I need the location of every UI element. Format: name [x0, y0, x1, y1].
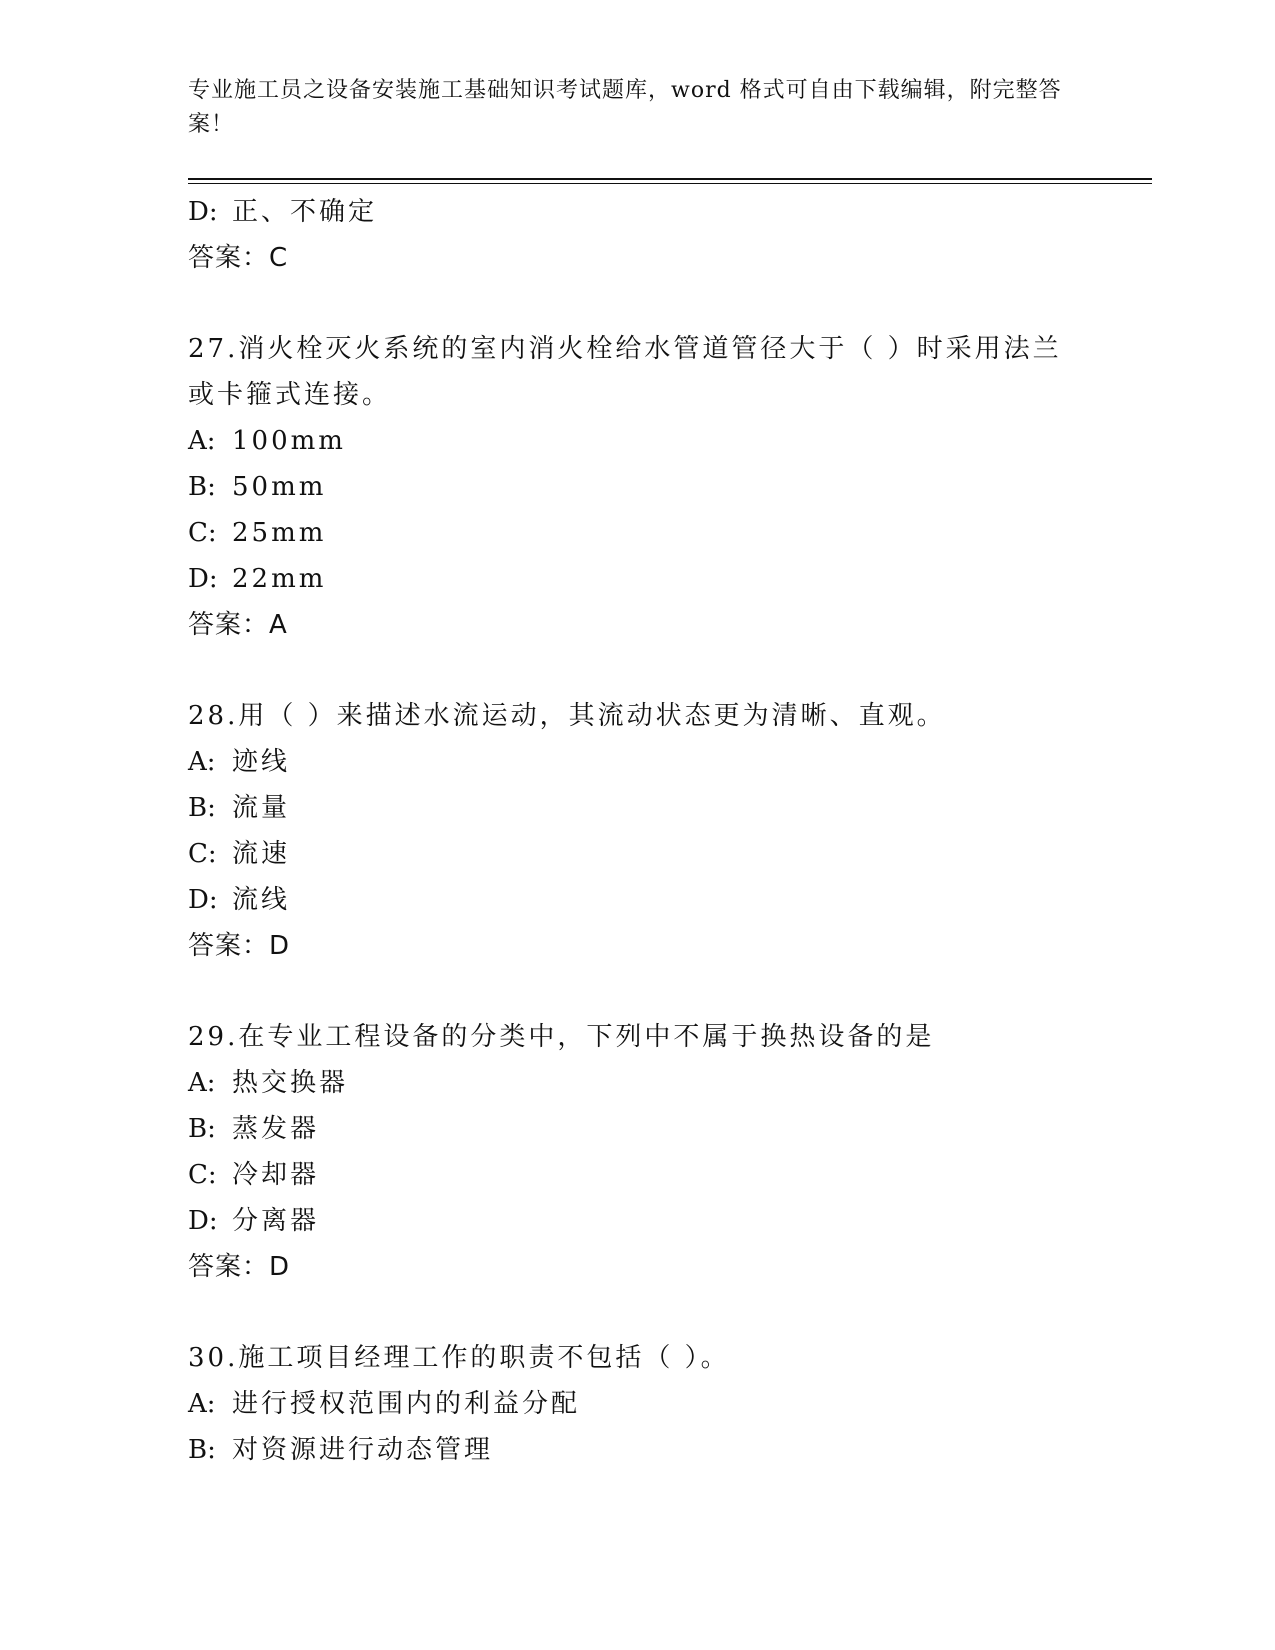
- option-label: D:: [188, 885, 218, 915]
- question-gap: [188, 281, 1088, 326]
- option-a: [188, 1060, 1088, 1106]
- option-text: 50mm: [232, 472, 327, 502]
- option-label: B:: [188, 793, 216, 823]
- question-stem: 28.用（ ）来描述水流运动，其流动状态更为清晰、直观。: [188, 701, 946, 731]
- option-b: [188, 464, 1088, 510]
- option-a: [188, 418, 1088, 464]
- question-stem: 30.施工项目经理工作的职责不包括（ ）。: [188, 1343, 730, 1373]
- option-text: 对资源进行动态管理: [232, 1435, 494, 1465]
- option-label: A:: [188, 1068, 216, 1098]
- option-text: 冷却器: [232, 1160, 320, 1190]
- question-30: [188, 1335, 1088, 1473]
- header-divider: [188, 178, 1152, 180]
- option-label: D:: [188, 1206, 218, 1236]
- option-b: [188, 785, 1088, 831]
- document-header: 专业施工员之设备安装施工基础知识考试题库，word 格式可自由下载编辑，附完整答案！: [188, 78, 1062, 137]
- option-label: C:: [188, 839, 217, 869]
- option-text: 25mm: [232, 518, 327, 548]
- question-27: [188, 326, 1088, 648]
- answer-line: 答案：A: [188, 610, 288, 640]
- answer-line: 答案：D: [188, 931, 291, 961]
- option-text: 热交换器: [232, 1068, 349, 1098]
- option-c: [188, 510, 1088, 556]
- option-text: 流线: [232, 885, 291, 915]
- option-text: 分离器: [232, 1206, 320, 1236]
- option-c: [188, 1152, 1088, 1198]
- option-d: [188, 556, 1088, 602]
- option-label: B:: [188, 472, 216, 502]
- option-d: [188, 1198, 1088, 1244]
- option-a: [188, 739, 1088, 785]
- answer-line: 答案：C: [188, 243, 289, 273]
- option-c: [188, 831, 1088, 877]
- option-label: C:: [188, 1160, 217, 1190]
- question-28: [188, 693, 1088, 969]
- question-gap: [188, 969, 1088, 1014]
- option-d: [188, 877, 1088, 923]
- option-label: B:: [188, 1435, 216, 1465]
- option-text: 流量: [232, 793, 291, 823]
- option-label: B:: [188, 1114, 216, 1144]
- option-label: A:: [188, 426, 216, 456]
- option-text: 进行授权范围内的利益分配: [232, 1389, 581, 1419]
- option-text: 100mm: [232, 426, 346, 456]
- option-text: 流速: [232, 839, 291, 869]
- option-label: C:: [188, 518, 217, 548]
- question-gap: [188, 1290, 1088, 1335]
- option-text: 迹线: [232, 747, 291, 777]
- option-label: D:: [188, 564, 218, 594]
- option-label: A:: [188, 1389, 216, 1419]
- option-b: [188, 1106, 1088, 1152]
- answer-line: 答案：D: [188, 1252, 291, 1282]
- question-gap: [188, 648, 1088, 693]
- question-stem: 29.在专业工程设备的分类中，下列中不属于换热设备的是: [188, 1022, 935, 1052]
- question-stem-continued: 或卡箍式连接。: [188, 380, 392, 410]
- option-b: [188, 1427, 1088, 1473]
- option-text: 正、不确定: [232, 197, 378, 227]
- question-content: [188, 189, 1088, 1473]
- option-label: D:: [188, 197, 218, 227]
- option-label: A:: [188, 747, 216, 777]
- option-text: 22mm: [232, 564, 327, 594]
- option-a: [188, 1381, 1088, 1427]
- question-stem: 27.消火栓灭火系统的室内消火栓给水管道管径大于（ ）时采用法兰: [188, 334, 1062, 364]
- option-d: [188, 189, 1088, 235]
- option-text: 蒸发器: [232, 1114, 320, 1144]
- question-29: [188, 1014, 1088, 1290]
- header-divider-thin: [188, 183, 1152, 184]
